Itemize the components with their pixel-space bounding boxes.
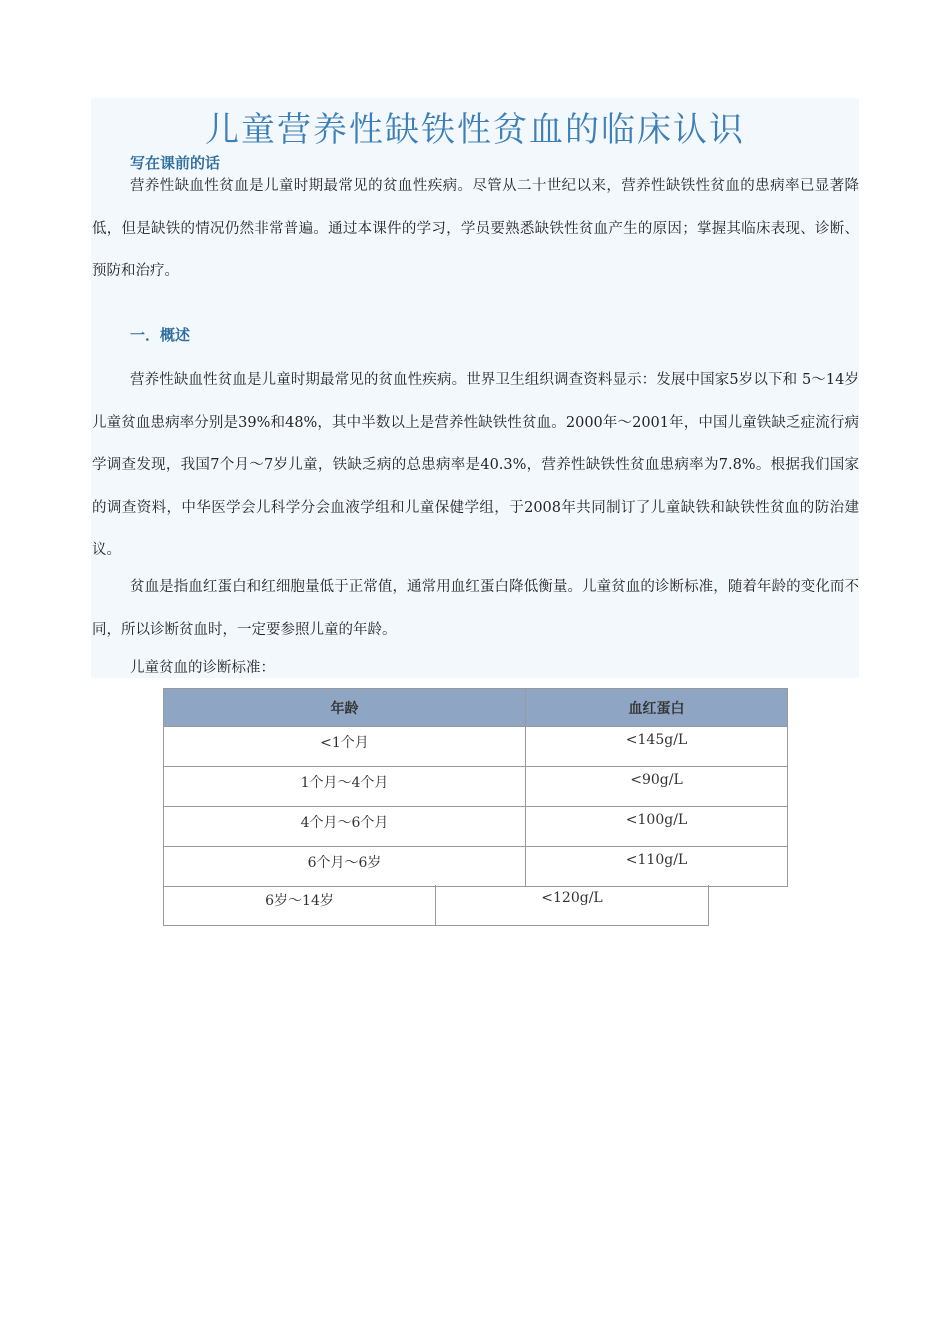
cell-age: <1个月 (164, 727, 526, 766)
cell-age: 6岁～14岁 (164, 885, 436, 925)
table-row (163, 807, 788, 847)
cell-age: 1个月～4个月 (164, 767, 526, 806)
intro-heading: 写在课前的话 (130, 154, 221, 172)
table-header-row (163, 688, 788, 727)
header-age: 年龄 (164, 689, 526, 726)
cell-hemoglobin: <120g/L (541, 890, 603, 906)
page-title: 儿童营养性缺铁性贫血的临床认识 (205, 110, 745, 150)
cell-hemoglobin: <145g/L (625, 732, 688, 748)
table-row (163, 847, 788, 887)
table-row (163, 767, 788, 807)
table-row (163, 885, 709, 926)
section-heading: 一．概述 (130, 326, 191, 344)
definition-paragraph: 贫血是指血红蛋白和红细胞量低于正常值，通常用血红蛋白降低衡量。儿童贫血的诊断标准，随着年龄的变化而不同，所以诊断贫血时，一定要参照儿童的年龄。 (92, 579, 859, 638)
table-caption: 儿童贫血的诊断标准： (130, 660, 275, 676)
intro-paragraph: 营养性缺血性贫血是儿童时期最常见的贫血性疾病。尽管从二十世纪以来，营养性缺铁性贫血的患病率已显著降低，但是缺铁的情况仍然非常普遍。通过本课件的学习，学员要熟悉缺铁性贫血产生的原因；掌握其临床表现、诊断、预防和治疗。 (92, 178, 859, 279)
header-hemoglobin: 血红蛋白 (628, 700, 685, 717)
overview-paragraph: 营养性缺血性贫血是儿童时期最常见的贫血性疾病。世界卫生组织调查资料显示：发展中国家5岁以下和 5～14岁儿童贫血患病率分别是39%和48%，其中半数以上是营养性缺铁性贫血。2000年～2001年，中国儿童铁缺乏症流行病学调查发现，我国7个月～7岁儿童，铁缺乏病的总患病率是40.3%，营养性缺铁性贫血患病率为7.8%。根据我们国家的调查资料，中华医学会儿科学分会血液学组和儿童保健学组，于2008年共同制订了儿童缺铁和缺铁性贫血的防治建议。 (92, 372, 859, 558)
cell-age: 4个月～6个月 (164, 807, 526, 846)
cell-hemoglobin: <110g/L (625, 852, 688, 868)
diagnosis-table (163, 688, 788, 887)
cell-hemoglobin: <90g/L (630, 772, 683, 788)
table-row (163, 727, 788, 767)
cell-age: 6个月～6岁 (164, 847, 526, 886)
cell-hemoglobin: <100g/L (625, 812, 688, 828)
